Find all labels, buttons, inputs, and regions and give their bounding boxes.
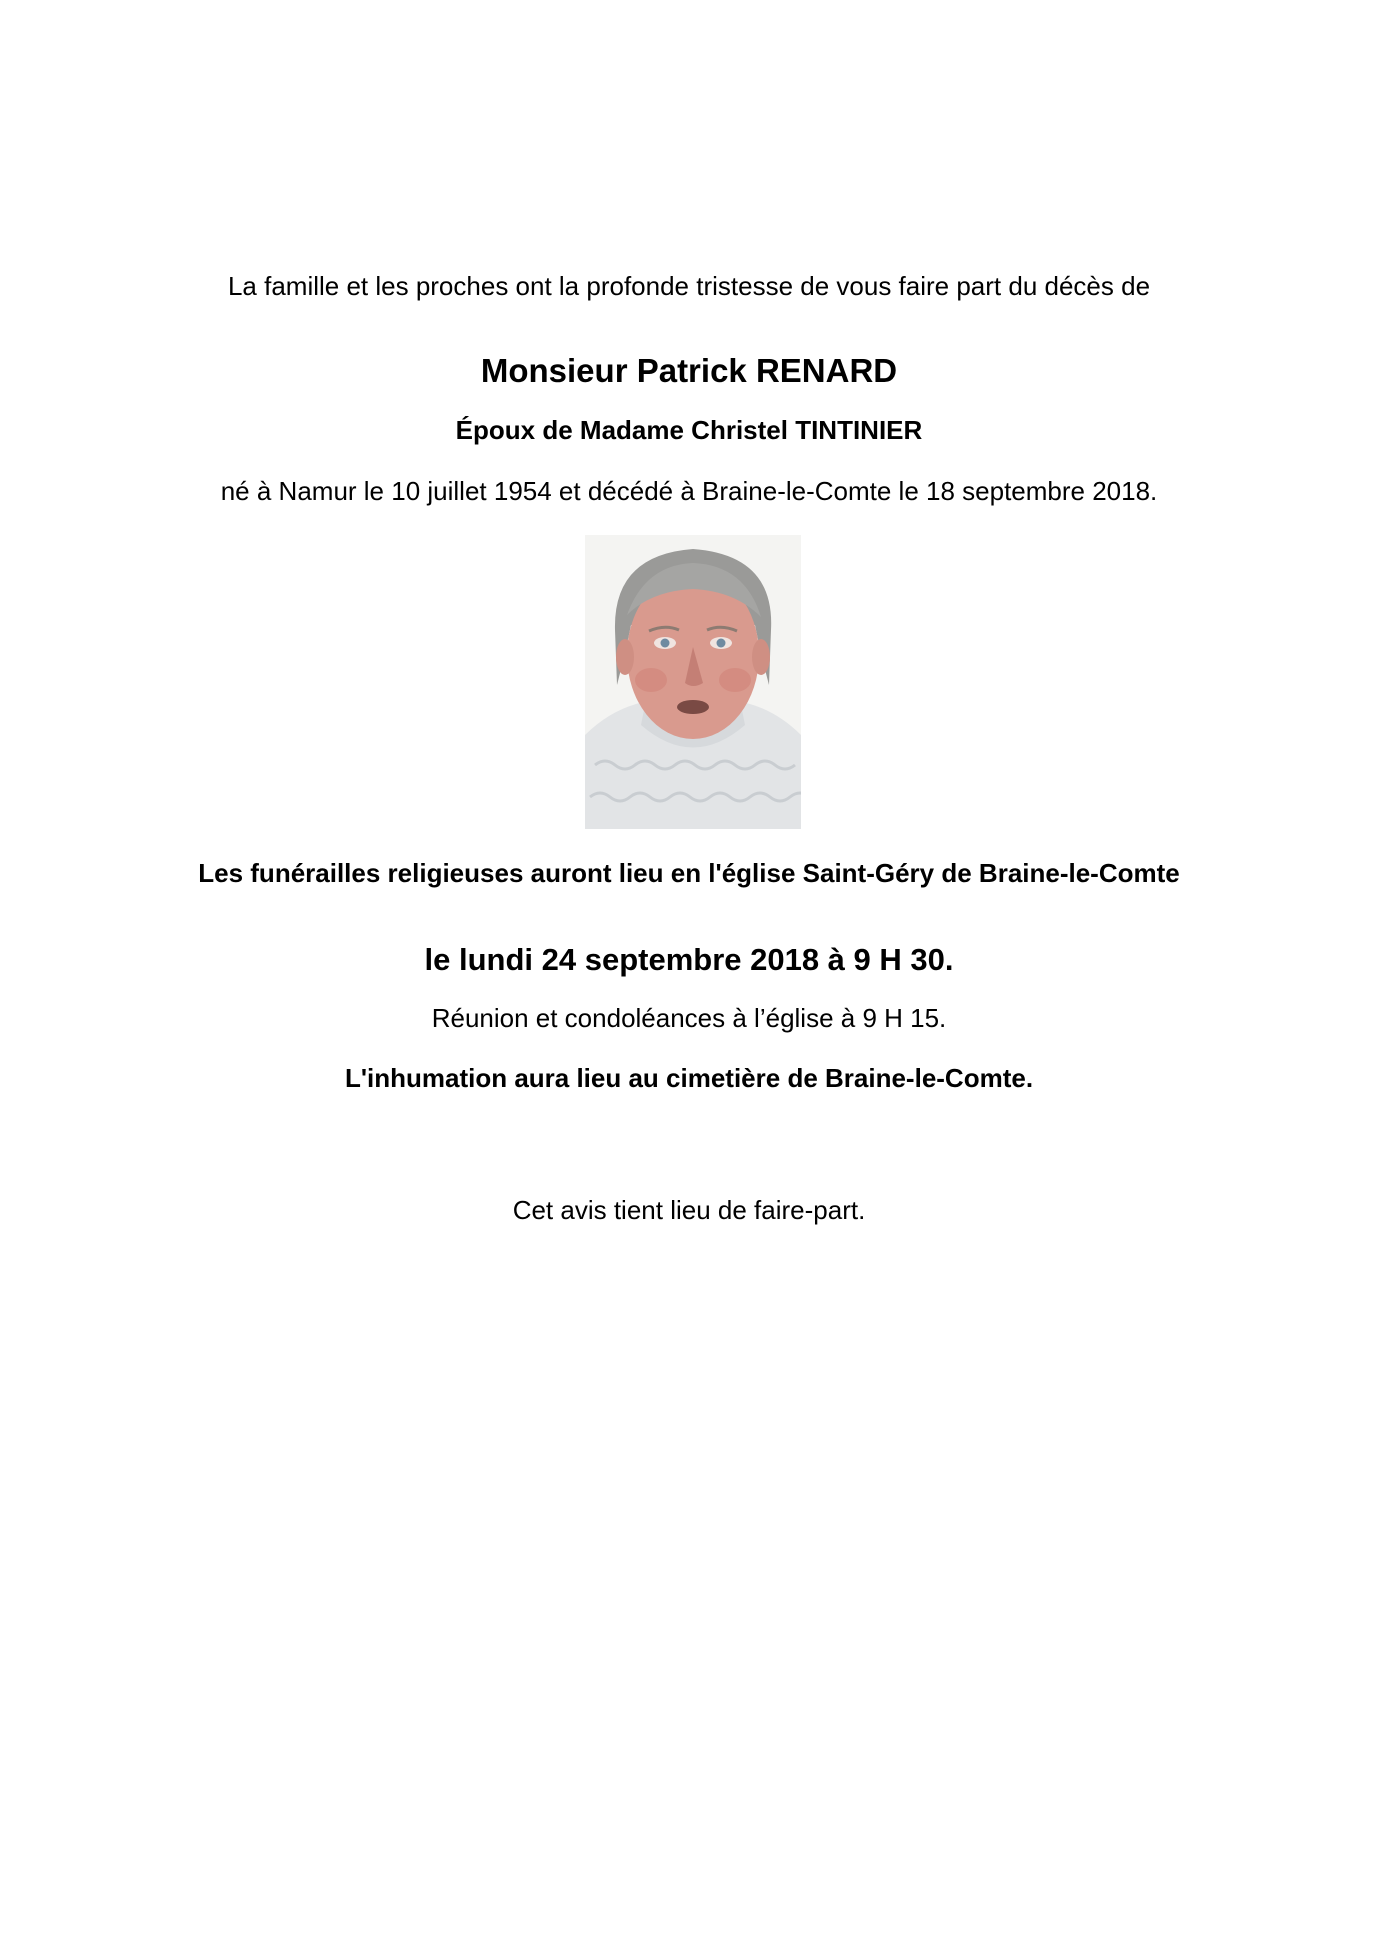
gathering-line: Réunion et condoléances à l’église à 9 H 15.	[431, 1003, 947, 1033]
birth-death-line: né à Namur le 10 juillet 1954 et décédé à Braine-le-Comte le 18 septembre 2018.	[220, 476, 1158, 506]
burial-line: L'inhumation aura lieu au cimetière de Braine-le-Comte.	[344, 1063, 1034, 1093]
notice-intro: La famille et les proches ont la profonde tristesse de vous faire part du décès de	[227, 271, 1151, 301]
funeral-datetime-line: le lundi 24 septembre 2018 à 9 H 30.	[424, 942, 954, 977]
spouse-line: Époux de Madame Christel TINTINIER	[455, 415, 923, 445]
closing-line: Cet avis tient lieu de faire-part.	[512, 1195, 866, 1225]
deceased-portrait	[585, 535, 801, 829]
funeral-place-line: Les funérailles religieuses auront lieu en l'église Saint-Géry de Braine-le-Comte	[198, 858, 1180, 888]
portrait-photo-icon	[585, 535, 801, 829]
deceased-name: Monsieur Patrick RENARD	[480, 352, 898, 389]
